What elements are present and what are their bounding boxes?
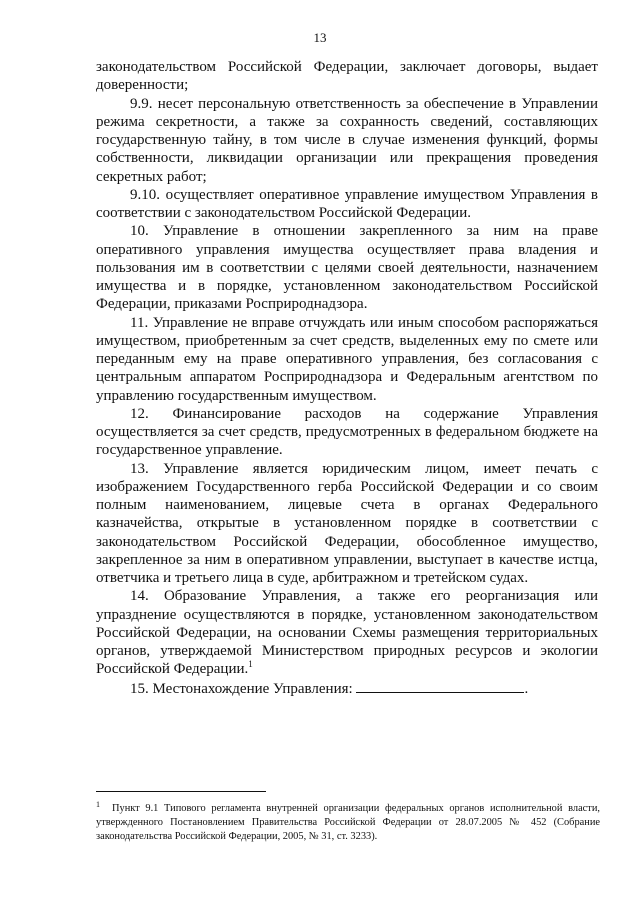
paragraph-14-text: 14. Образование Управления, а также его реорганизация или упразднение осуществляются в порядке, установленном законодательством Российской Федерации, на основании Схемы размещения территориальных органов, утверждаемой Министерством природных ресурсов и экологии Российской Федерации. <box>96 588 598 678</box>
footnote-divider <box>96 791 266 792</box>
page-number: 13 <box>313 30 327 45</box>
paragraph-13: 13. Управление является юридическим лицом, имеет печать с изображением Государственного герба Российской Федерации и со своим полным наименованием, лицевые счета в органах Федерального казначейства, открытые в установленном порядке в соответствии с законодательством Российской Федерации, обособленное имущество, закрепленное за ним в оперативном управлении, выступает в качестве истца, ответчика и третьего лица в суде, арбитражном и третейском судах. <box>96 460 598 586</box>
paragraph-9-10: 9.10. осуществляет оперативное управление имуществом Управления в соответствии с законодательством Российской Федерации. <box>96 186 598 221</box>
paragraph-9-9: 9.9. несет персональную ответственность за обеспечение в Управлении режима секретности, а также за сохранность сведений, составляющих государственную тайну, в том числе в случае изменения функций, формы собственности, ликвидации организации или прекращения проведения секретных работ; <box>96 95 598 185</box>
footnote-marker: 1 <box>96 799 100 809</box>
paragraph-10: 10. Управление в отношении закрепленного за ним на праве оперативного управления имущества осуществляет права владения и пользования им в соответствии с целями своей деятельности, назначением имущества и в порядке, установленном законодательством Российской Федерации, приказами Росприроднадзора. <box>96 223 598 313</box>
location-label: 15. Местонахождение Управления: <box>130 680 353 697</box>
paragraph-continuation: законодательством Российской Федерации, заключает договоры, выдает доверенности; <box>96 59 598 94</box>
location-end-mark: . <box>524 680 529 697</box>
location-blank-line <box>356 679 524 693</box>
document-body <box>96 58 598 698</box>
footnote-reference: 1 <box>248 659 253 670</box>
paragraph-12: 12. Финансирование расходов на содержание Управления осуществляется за счет средств, предусмотренных в федеральном бюджете на государственное управление. <box>96 405 598 459</box>
paragraph-15 <box>96 679 598 698</box>
footnote <box>96 799 600 844</box>
paragraph-11: 11. Управление не вправе отчуждать или иным способом распоряжаться имуществом, приобретенным за счет средств, выделенных ему по смете или переданным ему на праве оперативного управления, без согласования с центральным аппаратом Росприроднадзора и Федеральным агентством по управлению государственным имуществом. <box>96 314 598 404</box>
footnote-text: Пункт 9.1 Типового регламента внутренней организации федеральных органов исполнительной власти, утвержденного Постановлением Правительства Российской Федерации от 28.07.2005 № 452 (Собрание законодательства Российской Федерации, 2005, № 31, ст. 3233). <box>96 803 600 842</box>
paragraph-14 <box>96 587 598 678</box>
